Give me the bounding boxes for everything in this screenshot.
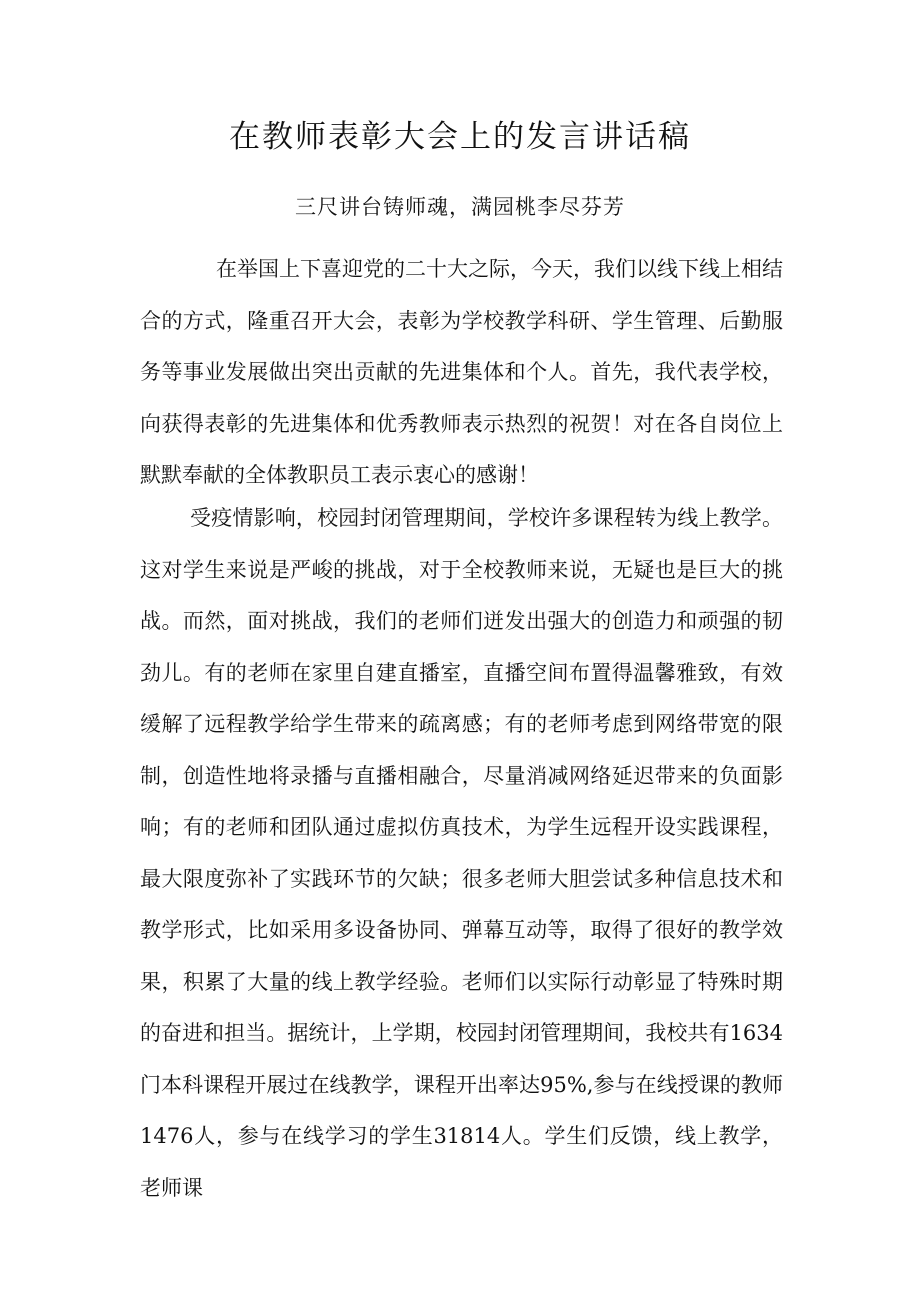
body-paragraph-1: 在举国上下喜迎党的二十大之际，今天，我们以线下线上相结合的方式，隆重召开大会，表彰为学校教学科研、学生管理、后勤服务等事业发展做出突出贡献的先进集体和个人。首先，我代表学校，向获得表彰的先进集体和优秀教师表示热烈的祝贺！对在各自岗位上默默奉献的全体教职员工表示衷心的感谢！ bbox=[140, 257, 783, 487]
document-title: 在教师表彰大会上的发言讲话稿 bbox=[229, 119, 691, 155]
document-subtitle: 三尺讲台铸师魂，满园桃李尽芬芳 bbox=[295, 195, 625, 219]
body-paragraph-2: 受疫情影响，校园封闭管理期间，学校许多课程转为线上教学。这对学生来说是严峻的挑战，对于全校教师来说，无疑也是巨大的挑战。而然，面对挑战，我们的老师们迸发出强大的创造力和顽强的韧劲儿。有的老师在家里自建直播室，直播空间布置得温馨雅致，有效缓解了远程教学给学生带来的疏离感；有的老师考虑到网络带宽的限制，创造性地将录播与直播相融合，尽量消减网络延迟带来的负面影响；有的老师和团队通过虚拟仿真技术，为学生远程开设实践课程，最大限度弥补了实践环节的欠缺；很多老师大胆尝试多种信息技术和教学形式，比如采用多设备协同、弹幕互动等，取得了很好的教学效果，积累了大量的线上教学经验。老师们以实际行动彰显了特殊时期的奋进和担当。据统计，上学期，校园封闭管理期间，我校共有1634门本科课程开展过在线教学，课程开出率达95%,参与在线授课的教师1476人，参与在线学习的学生31814人。学生们反馈，线上教学，老师课 bbox=[140, 506, 783, 1200]
